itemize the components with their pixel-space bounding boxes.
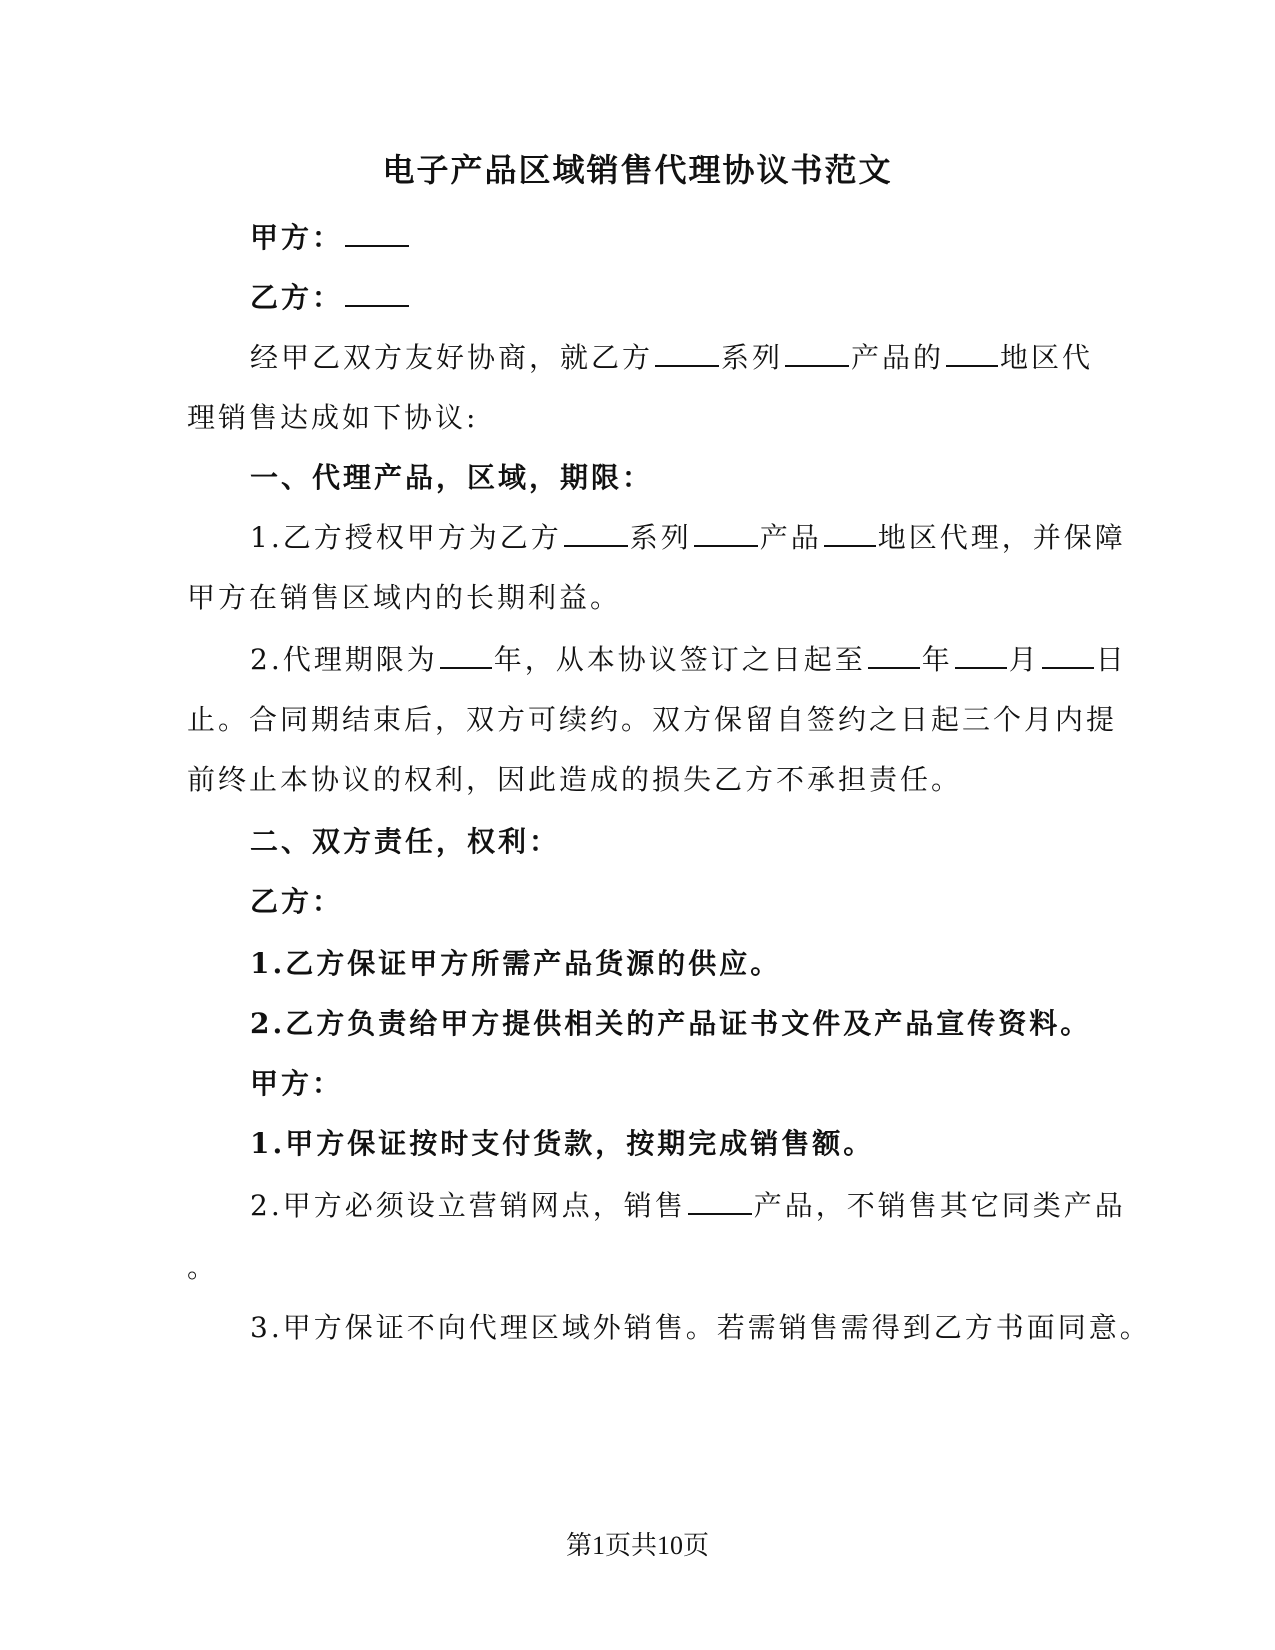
item-text: 2.甲方必须设立营销网点，销售 bbox=[250, 1189, 686, 1222]
blank-field bbox=[688, 1189, 752, 1215]
section2-b-item2: 2.乙方负责给甲方提供相关的产品证书文件及产品宣传资料。 bbox=[250, 1007, 1092, 1040]
party-b-line bbox=[250, 278, 411, 318]
item-text: 日 bbox=[1095, 643, 1127, 676]
section2-party-a-label: 甲方： bbox=[250, 1067, 344, 1100]
party-b-label: 乙方： bbox=[250, 281, 344, 314]
party-a-label: 甲方： bbox=[250, 221, 344, 254]
section1-item2-line3: 前终止本协议的权利，因此造成的损失乙方不承担责任。 bbox=[187, 763, 963, 796]
section1-heading: 一、代理产品，区域，期限： bbox=[250, 461, 654, 494]
intro-line-2: 理销售达成如下协议: bbox=[187, 401, 479, 434]
document-title: 电子产品区域销售代理协议书范文 bbox=[382, 151, 893, 189]
section2-a-item2-line1 bbox=[250, 1186, 1126, 1226]
section2-a-item2-line2: 。 bbox=[187, 1251, 219, 1284]
intro-text: 经甲乙双方友好协商，就乙方 bbox=[250, 341, 654, 374]
item-text: 产品，不销售其它同类产品 bbox=[753, 1189, 1126, 1222]
blank-field bbox=[946, 341, 998, 367]
page-footer: 第1页共10页 bbox=[565, 1531, 709, 1560]
blank-field bbox=[440, 643, 492, 669]
party-a-blank bbox=[345, 221, 409, 247]
blank-field bbox=[824, 521, 876, 547]
blank-field bbox=[564, 521, 628, 547]
intro-text: 地区代 bbox=[1000, 341, 1094, 374]
party-a-line bbox=[250, 218, 411, 258]
item-text: 产品 bbox=[759, 521, 822, 554]
blank-field bbox=[955, 643, 1007, 669]
item-text: 年，从本协议签订之日起至 bbox=[493, 643, 866, 676]
section2-party-b-label: 乙方： bbox=[250, 885, 344, 918]
blank-field bbox=[655, 341, 719, 367]
party-b-blank bbox=[345, 281, 409, 307]
blank-field bbox=[1042, 643, 1094, 669]
blank-field bbox=[785, 341, 849, 367]
section1-item1-line1 bbox=[250, 518, 1126, 558]
intro-text: 产品的 bbox=[851, 341, 945, 374]
section2-a-item3: 3.甲方保证不向代理区域外销售。若需销售需得到乙方书面同意。 bbox=[250, 1311, 1151, 1344]
intro-text: 系列 bbox=[721, 341, 784, 374]
section2-b-item1: 1.乙方保证甲方所需产品货源的供应。 bbox=[250, 947, 782, 980]
item-text: 2.代理期限为 bbox=[250, 643, 438, 676]
item-text: 年 bbox=[921, 643, 953, 676]
section2-a-item1: 1.甲方保证按时支付货款，按期完成销售额。 bbox=[250, 1127, 875, 1160]
item-text: 地区代理，并保障 bbox=[877, 521, 1126, 554]
section1-item2-line1 bbox=[250, 640, 1127, 680]
blank-field bbox=[868, 643, 920, 669]
item-text: 1.乙方授权甲方为乙方 bbox=[250, 521, 562, 554]
section1-item1-line2: 甲方在销售区域内的长期利益。 bbox=[187, 581, 622, 614]
item-text: 系列 bbox=[629, 521, 692, 554]
blank-field bbox=[694, 521, 758, 547]
section2-heading: 二、双方责任，权利： bbox=[250, 825, 561, 858]
item-text: 月 bbox=[1008, 643, 1040, 676]
intro-line-1 bbox=[250, 338, 1093, 378]
section1-item2-line2: 止。合同期结束后，双方可续约。双方保留自签约之日起三个月内提 bbox=[187, 703, 1118, 736]
